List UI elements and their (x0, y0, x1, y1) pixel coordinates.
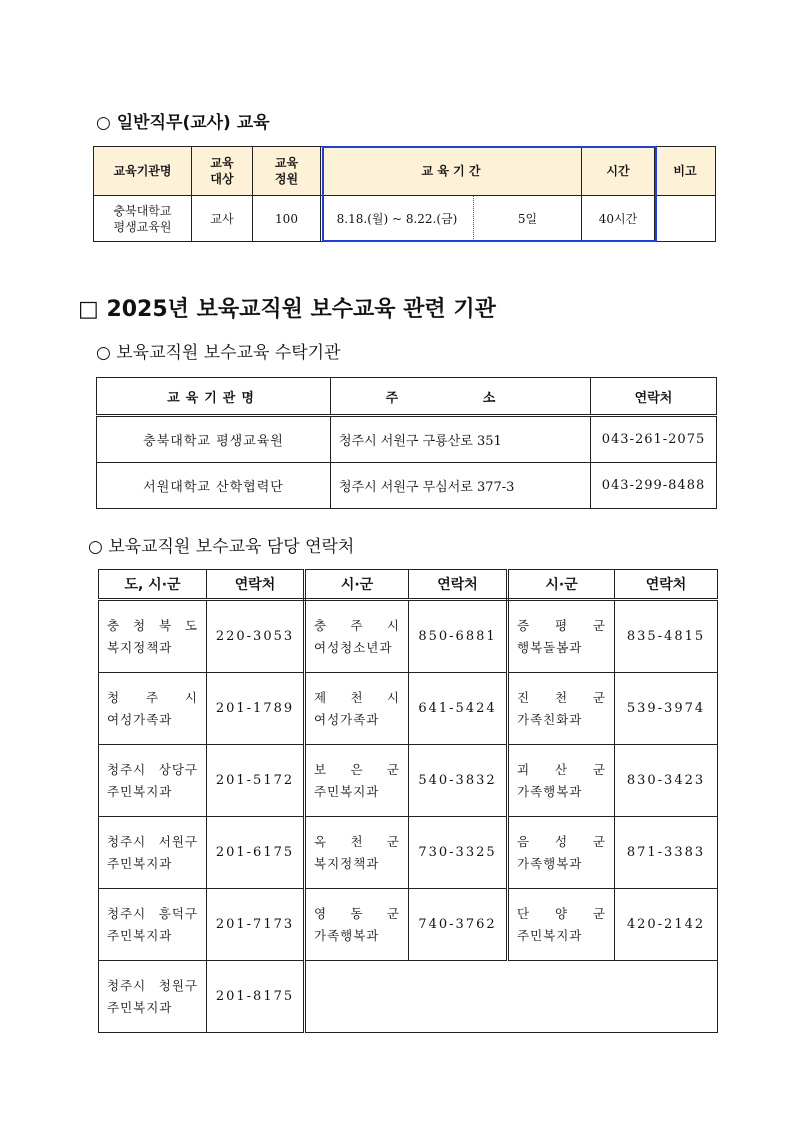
header-contact: 연락처 (615, 570, 718, 600)
cell-phone: 420-2142 (615, 889, 718, 961)
header-capacity: 교육 정원 (253, 147, 321, 196)
table-header-row (94, 147, 716, 196)
office-name: 청주시 서원구 (107, 833, 198, 849)
cell-office (508, 673, 615, 745)
cell-phone: 740-3762 (409, 889, 508, 961)
office-department: 주민복지과 (107, 855, 173, 871)
office-name: 청주시 흥덕구 (107, 905, 198, 921)
cell-office (508, 600, 615, 673)
cell-hours: 40시간 (582, 196, 655, 242)
subheading-contracted-institutions: ○ 보육교직원 보수교육 수탁기관 (96, 343, 341, 363)
section-heading-related-institutions: □ 2025년 보육교직원 보수교육 관련 기관 (78, 297, 496, 322)
header-contact: 연락처 (591, 378, 717, 416)
office-name: 증 평 군 (517, 617, 606, 633)
office-department: 여성청소년과 (314, 639, 393, 655)
cell-phone: 220-3053 (207, 600, 305, 673)
table-row (99, 600, 718, 673)
office-name: 청 주 시 (107, 689, 198, 705)
cell-phone: 201-6175 (207, 817, 305, 889)
header-contact: 연락처 (409, 570, 508, 600)
cell-phone: 835-4815 (615, 600, 718, 673)
office-name: 진 천 군 (517, 689, 606, 705)
cell-phone: 201-1789 (207, 673, 305, 745)
office-department: 주민복지과 (517, 927, 583, 943)
cell-phone: 730-3325 (409, 817, 508, 889)
cell-institution: 충북대학교 평생교육원 (97, 416, 331, 463)
office-department: 가족행복과 (314, 927, 380, 943)
cell-target: 교사 (192, 196, 253, 242)
cell-phone: 539-3974 (615, 673, 718, 745)
cell-office (305, 673, 409, 745)
office-department: 주민복지과 (107, 927, 173, 943)
cell-dates: 8.18.(월) ~ 8.22.(금) (321, 196, 474, 242)
cell-office (305, 889, 409, 961)
cell-office (508, 817, 615, 889)
contracted-institutions-table (96, 377, 717, 509)
cell-office (99, 889, 207, 961)
header-region: 시·군 (305, 570, 409, 600)
cell-phone: 201-5172 (207, 745, 305, 817)
office-department: 주민복지과 (107, 999, 173, 1015)
office-department: 행복돌봄과 (517, 639, 583, 655)
general-training-table (93, 146, 716, 242)
office-name: 단 양 군 (517, 905, 606, 921)
cell-office (99, 600, 207, 673)
table-row (94, 196, 716, 242)
cell-office (99, 673, 207, 745)
cell-address: 청주시 서원구 무심서로 377-3 (331, 463, 591, 509)
office-department: 여성가족과 (314, 711, 380, 727)
office-name: 보 은 군 (314, 761, 400, 777)
section-heading-general-training: ○ 일반직무(교사) 교육 (96, 113, 270, 133)
cell-office (99, 817, 207, 889)
office-department: 복지정책과 (314, 855, 380, 871)
cell-office (305, 745, 409, 817)
table-row (99, 745, 718, 817)
office-department: 가족행복과 (517, 855, 583, 871)
header-institution: 교육기관명 (97, 378, 331, 416)
header-hours: 시간 (582, 147, 655, 196)
table-header-row (97, 378, 717, 416)
office-name: 영 동 군 (314, 905, 400, 921)
header-target: 교육 대상 (192, 147, 253, 196)
cell-office (508, 745, 615, 817)
office-department: 여성가족과 (107, 711, 173, 727)
office-name: 괴 산 군 (517, 761, 606, 777)
header-region: 도, 시·군 (99, 570, 207, 600)
cell-contact: 043-299-8488 (591, 463, 717, 509)
header-address: 주 소 (331, 378, 591, 416)
cell-phone: 871-3383 (615, 817, 718, 889)
cell-phone: 830-3423 (615, 745, 718, 817)
header-contact: 연락처 (207, 570, 305, 600)
header-region: 시·군 (508, 570, 615, 600)
table-row (97, 463, 717, 509)
cell-capacity: 100 (253, 196, 321, 242)
cell-office (99, 961, 207, 1033)
cell-days: 5일 (474, 196, 582, 242)
cell-institution: 서원대학교 산학협력단 (97, 463, 331, 509)
cell-phone: 850-6881 (409, 600, 508, 673)
table-row (99, 673, 718, 745)
office-name: 옥 천 군 (314, 833, 400, 849)
office-department: 주민복지과 (107, 783, 173, 799)
table-row (99, 961, 718, 1033)
cell-phone: 201-7173 (207, 889, 305, 961)
table-header-row (99, 570, 718, 600)
cell-office (305, 600, 409, 673)
empty-cell (305, 961, 718, 1033)
cell-contact: 043-261-2075 (591, 416, 717, 463)
cell-notes (655, 196, 716, 242)
contacts-table (98, 569, 718, 1033)
cell-phone: 641-5424 (409, 673, 508, 745)
cell-phone: 201-8175 (207, 961, 305, 1033)
office-name: 청주시 상당구 (107, 761, 198, 777)
cell-office (508, 889, 615, 961)
table-row (97, 416, 717, 463)
cell-office (99, 745, 207, 817)
header-notes: 비고 (655, 147, 716, 196)
table-row (99, 889, 718, 961)
office-department: 주민복지과 (314, 783, 380, 799)
office-name: 음 성 군 (517, 833, 606, 849)
cell-office (305, 817, 409, 889)
office-department: 복지정책과 (107, 639, 173, 655)
office-department: 가족친화과 (517, 711, 583, 727)
office-name: 청주시 청원구 (107, 977, 198, 993)
cell-address: 청주시 서원구 구룡산로 351 (331, 416, 591, 463)
office-name: 충 청 북 도 (107, 617, 198, 633)
header-institution: 교육기관명 (94, 147, 192, 196)
subheading-contacts: ○ 보육교직원 보수교육 담당 연락처 (88, 537, 355, 557)
office-name: 제 천 시 (314, 689, 400, 705)
cell-institution: 충북대학교 평생교육원 (94, 196, 192, 242)
office-department: 가족행복과 (517, 783, 583, 799)
cell-phone: 540-3832 (409, 745, 508, 817)
header-period: 교 육 기 간 (321, 147, 582, 196)
office-name: 충 주 시 (314, 617, 400, 633)
table-row (99, 817, 718, 889)
